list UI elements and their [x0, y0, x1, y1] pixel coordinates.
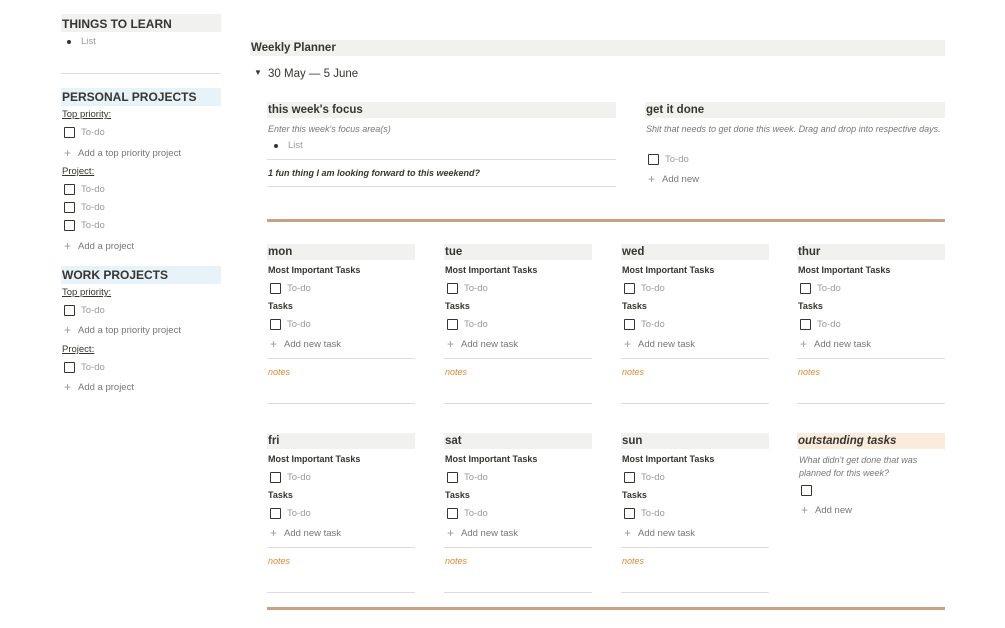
checkbox[interactable] — [270, 472, 281, 483]
personal-top-priority-todo[interactable]: To-do — [64, 125, 105, 139]
focus-list-item[interactable]: List — [274, 140, 303, 151]
tasks-label: Tasks — [268, 301, 293, 311]
section-divider — [267, 607, 945, 610]
day-task-todo[interactable]: To-do — [624, 506, 665, 520]
work-project-todo[interactable]: To-do — [64, 360, 105, 374]
checkbox[interactable] — [64, 202, 75, 213]
most-important-tasks-label: Most Important Tasks — [268, 265, 361, 275]
plus-icon: + — [801, 503, 809, 517]
outstanding-checkbox[interactable] — [801, 483, 818, 497]
day-heading: thur — [797, 244, 945, 260]
plus-icon: + — [648, 172, 656, 186]
divider — [444, 403, 592, 404]
add-new-button[interactable]: + Add new — [801, 503, 852, 517]
checkbox[interactable] — [270, 319, 281, 330]
checkbox[interactable] — [64, 362, 75, 373]
notes-label[interactable]: notes — [622, 556, 645, 566]
tasks-label: Tasks — [798, 301, 823, 311]
divider — [267, 358, 415, 359]
day-task-todo[interactable]: To-do — [624, 317, 665, 331]
personal-projects-heading: PERSONAL PROJECTS — [61, 88, 221, 106]
plus-icon: + — [64, 146, 72, 160]
day-task-todo[interactable]: To-do — [270, 317, 311, 331]
work-top-priority-label: Top priority: — [62, 287, 112, 298]
toggle-triangle-icon[interactable]: ▼ — [254, 68, 262, 77]
most-important-tasks-label: Most Important Tasks — [622, 265, 715, 275]
checkbox[interactable] — [624, 508, 635, 519]
add-new-task-button[interactable]: + Add new task — [624, 526, 696, 540]
fun-thing-question: 1 fun thing I am looking forward to this weekend? — [268, 168, 481, 178]
add-new-task-button[interactable]: + Add new task — [800, 337, 872, 351]
day-important-todo[interactable]: To-do — [447, 470, 488, 484]
checkbox[interactable] — [64, 184, 75, 195]
notes-label[interactable]: notes — [268, 367, 291, 377]
checkbox[interactable] — [447, 472, 458, 483]
things-to-learn-list-item[interactable]: List — [67, 36, 96, 47]
checkbox[interactable] — [801, 485, 812, 496]
checkbox[interactable] — [447, 283, 458, 294]
day-heading: mon — [267, 244, 415, 260]
day-important-todo[interactable]: To-do — [624, 281, 665, 295]
checkbox[interactable] — [270, 508, 281, 519]
day-important-todo[interactable]: To-do — [270, 281, 311, 295]
outstanding-tasks-heading: outstanding tasks — [797, 433, 945, 449]
checkbox[interactable] — [64, 305, 75, 316]
divider — [444, 592, 592, 593]
personal-project-label: Project: — [62, 166, 95, 177]
get-it-done-hint: Shit that needs to get done this week. Drag and drop into respective days. — [646, 124, 941, 134]
divider — [267, 186, 616, 187]
add-new-task-button[interactable]: + Add new task — [447, 526, 519, 540]
plus-icon: + — [447, 337, 455, 351]
most-important-tasks-label: Most Important Tasks — [445, 265, 538, 275]
add-top-priority-project-button[interactable]: + Add a top priority project — [64, 146, 181, 160]
most-important-tasks-label: Most Important Tasks — [445, 454, 538, 464]
notes-label[interactable]: notes — [622, 367, 645, 377]
personal-project-todo[interactable]: To-do — [64, 182, 105, 196]
checkbox[interactable] — [64, 220, 75, 231]
tasks-label: Tasks — [622, 490, 647, 500]
day-task-todo[interactable]: To-do — [447, 317, 488, 331]
personal-project-todo[interactable]: To-do — [64, 200, 105, 214]
checkbox[interactable] — [624, 283, 635, 294]
add-new-task-button[interactable]: + Add new task — [270, 526, 342, 540]
notes-label[interactable]: notes — [445, 367, 468, 377]
day-important-todo[interactable]: To-do — [270, 470, 311, 484]
bullet-icon — [274, 144, 278, 148]
get-it-done-todo[interactable]: To-do — [648, 152, 689, 166]
outstanding-hint: What didn't get done that was planned for this week? — [799, 455, 918, 478]
add-new-task-button[interactable]: + Add new task — [270, 337, 342, 351]
checkbox[interactable] — [64, 127, 75, 138]
add-top-priority-project-button[interactable]: + Add a top priority project — [64, 323, 181, 337]
day-task-todo[interactable]: To-do — [800, 317, 841, 331]
divider — [267, 547, 415, 548]
checkbox[interactable] — [800, 283, 811, 294]
plus-icon: + — [270, 526, 278, 540]
personal-project-todo[interactable]: To-do — [64, 218, 105, 232]
plus-icon: + — [64, 323, 72, 337]
tasks-label: Tasks — [268, 490, 293, 500]
tasks-label: Tasks — [445, 301, 470, 311]
divider — [621, 403, 769, 404]
plus-icon: + — [800, 337, 808, 351]
divider — [444, 547, 592, 548]
divider — [267, 159, 616, 160]
focus-heading: this week's focus — [267, 102, 616, 118]
add-project-button[interactable]: + Add a project — [64, 239, 134, 253]
work-top-priority-todo[interactable]: To-do — [64, 303, 105, 317]
bullet-icon — [67, 40, 71, 44]
plus-icon: + — [624, 526, 632, 540]
checkbox[interactable] — [624, 472, 635, 483]
add-project-button[interactable]: + Add a project — [64, 380, 134, 394]
divider — [267, 592, 415, 593]
tasks-label: Tasks — [445, 490, 470, 500]
tasks-label: Tasks — [622, 301, 647, 311]
divider — [267, 403, 415, 404]
divider — [797, 358, 945, 359]
checkbox[interactable] — [270, 283, 281, 294]
checkbox[interactable] — [800, 319, 811, 330]
checkbox[interactable] — [447, 319, 458, 330]
divider — [621, 592, 769, 593]
plus-icon: + — [270, 337, 278, 351]
day-heading: wed — [621, 244, 769, 260]
divider — [621, 547, 769, 548]
notes-label[interactable]: notes — [798, 367, 821, 377]
add-new-task-button[interactable]: + Add new task — [447, 337, 519, 351]
divider — [61, 73, 221, 74]
day-heading: sun — [621, 433, 769, 449]
most-important-tasks-label: Most Important Tasks — [268, 454, 361, 464]
checkbox[interactable] — [447, 508, 458, 519]
things-to-learn-heading: THINGS TO LEARN — [61, 14, 221, 32]
day-important-todo[interactable]: To-do — [447, 281, 488, 295]
most-important-tasks-label: Most Important Tasks — [622, 454, 715, 464]
divider — [444, 358, 592, 359]
day-important-todo[interactable]: To-do — [800, 281, 841, 295]
divider — [797, 403, 945, 404]
personal-top-priority-label: Top priority: — [62, 109, 112, 120]
work-project-label: Project: — [62, 344, 95, 355]
day-task-todo[interactable]: To-do — [447, 506, 488, 520]
day-important-todo[interactable]: To-do — [624, 470, 665, 484]
most-important-tasks-label: Most Important Tasks — [798, 265, 891, 275]
checkbox[interactable] — [624, 319, 635, 330]
divider — [621, 358, 769, 359]
week-range-title[interactable]: 30 May — 5 June — [268, 68, 359, 80]
weekly-planner-heading: Weekly Planner — [250, 40, 945, 56]
day-task-todo[interactable]: To-do — [270, 506, 311, 520]
plus-icon: + — [447, 526, 455, 540]
day-heading: fri — [267, 433, 415, 449]
day-heading: sat — [444, 433, 592, 449]
add-new-task-button[interactable]: + Add new task — [624, 337, 696, 351]
notes-label[interactable]: notes — [268, 556, 291, 566]
add-new-button[interactable]: + Add new — [648, 172, 699, 186]
get-it-done-heading: get it done — [645, 102, 945, 118]
checkbox[interactable] — [648, 154, 659, 165]
notes-label[interactable]: notes — [445, 556, 468, 566]
plus-icon: + — [624, 337, 632, 351]
work-projects-heading: WORK PROJECTS — [61, 266, 221, 284]
section-divider — [267, 219, 945, 222]
focus-hint: Enter this week's focus area(s) — [268, 124, 391, 134]
day-heading: tue — [444, 244, 592, 260]
plus-icon: + — [64, 380, 72, 394]
plus-icon: + — [64, 239, 72, 253]
